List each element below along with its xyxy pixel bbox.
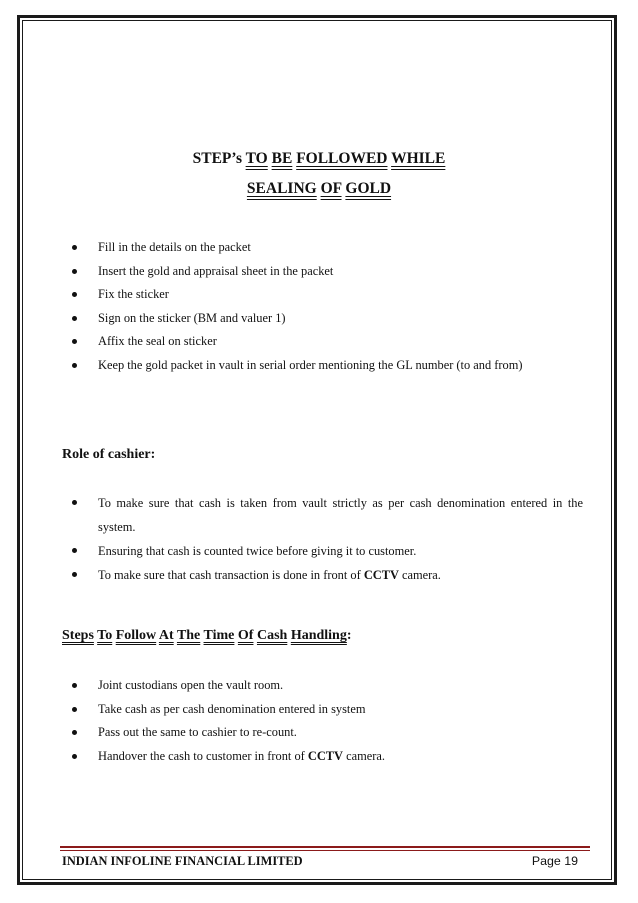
list-item bbox=[63, 491, 583, 539]
sealing-steps-list bbox=[63, 236, 583, 377]
title-word: BE bbox=[271, 150, 293, 167]
bullet-icon bbox=[72, 548, 77, 553]
list-item-text: Handover the cash to customer in front of bbox=[98, 748, 308, 763]
bullet-icon bbox=[72, 500, 77, 505]
bullet-icon bbox=[72, 754, 77, 759]
bullet-icon bbox=[72, 316, 77, 321]
cash-handling-steps-list bbox=[63, 674, 583, 768]
list-item bbox=[63, 260, 583, 284]
list-item-text: Pass out the same to cashier to re-count. bbox=[98, 725, 297, 739]
heading-word: The bbox=[176, 628, 201, 643]
list-item-emphasis: CCTV bbox=[363, 568, 399, 582]
title-word: GOLD bbox=[345, 180, 392, 197]
list-item-text: To make sure that cash is taken from vault strictly as per cash denomination entered in the system. bbox=[98, 496, 583, 534]
section-heading-cash-handling bbox=[62, 627, 352, 645]
footer-rule-thick bbox=[60, 846, 590, 848]
title-word: OF bbox=[320, 180, 342, 197]
bullet-icon bbox=[72, 269, 77, 274]
bullet-icon bbox=[72, 572, 77, 577]
section-heading-role-of-cashier: Role of cashier: bbox=[62, 447, 156, 462]
bullet-icon bbox=[72, 683, 77, 688]
cashier-duties-list bbox=[63, 491, 583, 587]
bullet-icon bbox=[72, 292, 77, 297]
footer-company-name: INDIAN INFOLINE FINANCIAL LIMITED bbox=[62, 854, 303, 868]
heading-colon: : bbox=[346, 628, 352, 643]
document-title-line-1 bbox=[0, 149, 638, 169]
list-item-text-tail: camera. bbox=[343, 748, 385, 763]
title-word: STEP’s bbox=[192, 150, 243, 167]
list-item-text: To make sure that cash transaction is done in front of bbox=[98, 568, 364, 582]
list-item-text: Joint custodians open the vault room. bbox=[98, 678, 284, 692]
footer-rule-thin bbox=[60, 850, 590, 851]
title-word: WHILE bbox=[391, 150, 446, 167]
list-item bbox=[63, 674, 583, 698]
list-item bbox=[63, 698, 583, 722]
heading-word: Time bbox=[203, 628, 235, 643]
title-word: TO bbox=[245, 150, 268, 167]
list-item-text: Insert the gold and appraisal sheet in the packet bbox=[98, 263, 334, 278]
bullet-icon bbox=[72, 245, 77, 250]
list-item-text: Take cash as per cash denomination entered in system bbox=[98, 701, 366, 716]
list-item bbox=[63, 563, 583, 587]
heading-word: At bbox=[158, 628, 174, 643]
list-item-emphasis: CCTV bbox=[307, 748, 343, 763]
list-item-text: Affix the seal on sticker bbox=[98, 334, 217, 348]
list-item bbox=[63, 354, 583, 378]
list-item-text: Fix the sticker bbox=[98, 287, 169, 301]
heading-word: Follow bbox=[115, 628, 157, 643]
heading-word: Of bbox=[237, 628, 254, 643]
list-item bbox=[63, 330, 583, 354]
list-item-text: Keep the gold packet in vault in serial order mentioning the GL number (to and from) bbox=[98, 357, 523, 372]
list-item-text: Ensuring that cash is counted twice before giving it to customer. bbox=[98, 544, 417, 558]
bullet-icon bbox=[72, 730, 77, 735]
heading-word: To bbox=[97, 628, 113, 643]
heading-word: Handling bbox=[290, 628, 347, 643]
list-item bbox=[63, 283, 583, 307]
heading-word: Cash bbox=[256, 628, 288, 643]
list-item bbox=[63, 539, 583, 563]
bullet-icon bbox=[72, 339, 77, 344]
list-item bbox=[63, 745, 583, 769]
document-title-line-2 bbox=[0, 179, 638, 199]
list-item bbox=[63, 307, 583, 331]
bullet-icon bbox=[72, 363, 77, 368]
list-item-text-tail: camera. bbox=[398, 568, 441, 582]
title-word: SEALING bbox=[246, 180, 317, 197]
footer-page-number: Page 19 bbox=[531, 854, 578, 868]
list-item bbox=[63, 236, 583, 260]
title-word: FOLLOWED bbox=[296, 150, 388, 167]
list-item-text: Fill in the details on the packet bbox=[98, 240, 251, 254]
list-item bbox=[63, 721, 583, 745]
list-item-text: Sign on the sticker (BM and valuer 1) bbox=[98, 310, 286, 325]
heading-word: Steps bbox=[62, 628, 94, 643]
bullet-icon bbox=[72, 707, 77, 712]
